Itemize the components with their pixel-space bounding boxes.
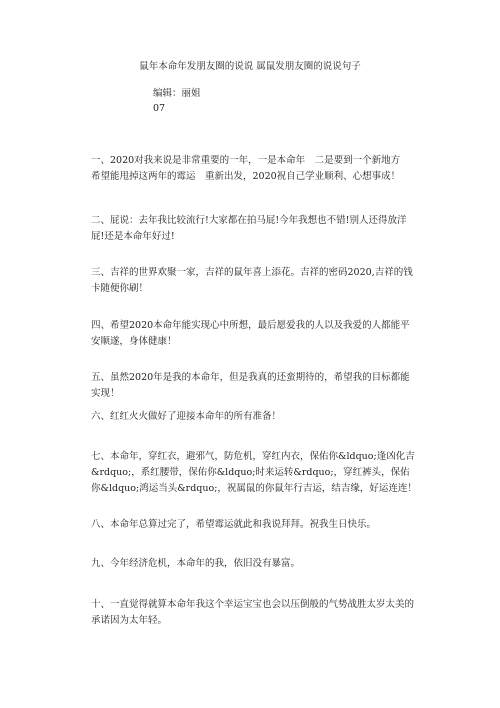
number-line: 07 bbox=[153, 103, 166, 114]
article-meta bbox=[153, 86, 201, 116]
paragraph-7: 七、本命年，穿红衣，避邪气，防危机，穿红内衣，保佑你&ldquo;逢凶化吉&rdquo;，系红腰带，保佑你&ldquo;时来运转&rdquo;，穿红裤头，保佑你&ldquo;鸿运当头&rdquo;，祝属鼠的你鼠年行吉运，结吉缘，好运连连！ bbox=[91, 451, 417, 494]
editor-line: 编辑：丽姐 bbox=[153, 88, 201, 99]
paragraph-9: 九、今年经济危机，本命年的我，依旧没有暴富。 bbox=[91, 558, 301, 569]
paragraph-10: 十、一直觉得就算本命年我这个幸运宝宝也会以压倒般的气势战胜太岁太美的承诺因为太年轻。 bbox=[91, 599, 415, 626]
paragraph-2: 二、屁说：去年我比较流行!大家都在拍马屁!今年我想也不错!别人还得放洋屁!还是本命年好过! bbox=[91, 215, 407, 242]
paragraph-1: 一、2020对我来说是非常重要的一年，一是本命年 二是要到一个新地方 希望能甩掉这两年的霉运 重新出发，2020祝自己学业顺利、心想事成！ bbox=[91, 155, 410, 182]
paragraph-3: 三、吉祥的世界欢聚一家，吉祥的鼠年喜上添花。吉祥的密码2020,吉祥的钱卡随便你刷！ bbox=[91, 267, 413, 294]
paragraph-6: 六、红红火火做好了迎接本命年的所有准备！ bbox=[91, 411, 282, 422]
paragraph-8: 八、本命年总算过完了，希望霉运就此和我说拜拜。祝我生日快乐。 bbox=[91, 519, 377, 530]
page-title: 鼠年本命年发朋友圈的说说 属鼠发朋友圈的说说句子 bbox=[139, 61, 361, 72]
paragraph-5: 五、虽然2020年是我的本命年，但是我真的还蛮期待的，希望我的目标都能实现！ bbox=[91, 372, 410, 399]
paragraph-4: 四、希望2020本命年能实现心中所想，最后愿爱我的人以及我爱的人都能平安顺遂，身体健康！ bbox=[91, 320, 410, 347]
